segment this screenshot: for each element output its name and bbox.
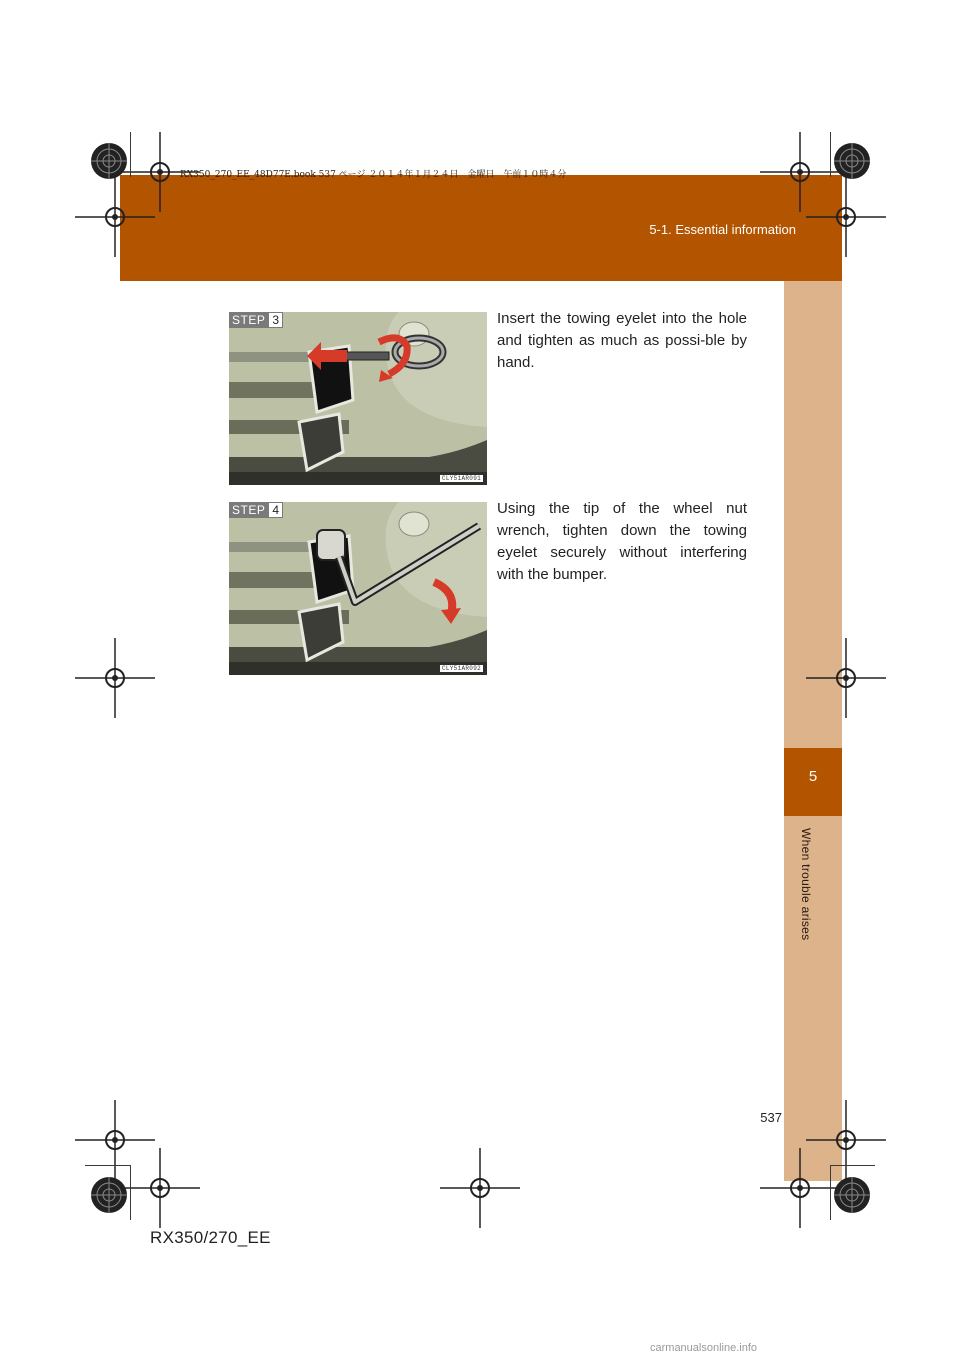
registration-mark-icon [806, 638, 886, 718]
step-3-text: Insert the towing eyelet into the hole and tighten as much as possi-ble by hand. [497, 310, 747, 371]
step-4-text: Using the tip of the wheel nut wrench, tighten down the towing eyelet securely without interfering with the bumper. [497, 500, 747, 583]
color-target-icon [90, 1176, 128, 1214]
registration-mark-icon [75, 638, 155, 718]
crop-line [830, 1165, 831, 1220]
color-target-icon [833, 1176, 871, 1214]
crop-line [830, 1165, 875, 1166]
registration-mark-icon [760, 1148, 840, 1228]
crop-line [130, 132, 131, 177]
step-word: STEP [229, 502, 268, 518]
registration-mark-icon [760, 132, 840, 212]
step-number: 3 [268, 312, 283, 328]
step-number: 4 [268, 502, 283, 518]
watermark: carmanualsonline.info [650, 1342, 758, 1354]
step-4-badge [229, 502, 283, 518]
registration-mark-icon [120, 1148, 200, 1228]
chapter-number: 5 [808, 768, 818, 785]
step-3-illustration [229, 312, 487, 485]
image-code: CLY51AR091 [441, 475, 481, 482]
step-4-illustration [229, 502, 487, 675]
section-title: 5-1. Essential information [649, 222, 796, 237]
chapter-label: When trouble arises [799, 828, 813, 941]
step-word: STEP [229, 312, 268, 328]
crop-line [130, 1165, 131, 1220]
color-target-icon [833, 142, 871, 180]
print-info-line: RX350_270_EE_48D77E.book 537 ページ ２０１４年１月２４日 金曜日 午前１０時４分 [180, 170, 567, 180]
registration-mark-icon [120, 132, 200, 212]
registration-mark-icon [440, 1148, 520, 1228]
step-3-badge [229, 312, 283, 328]
bumper-towing-eyelet-drawing [229, 312, 487, 485]
crop-line [830, 132, 831, 177]
image-code: CLY51AR092 [441, 665, 481, 672]
color-target-icon [90, 142, 128, 180]
wrench-tightening-drawing [229, 502, 487, 675]
model-code: RX350/270_EE [150, 1228, 271, 1247]
chapter-side-tab [784, 281, 842, 1181]
page-number: 537 [760, 1110, 782, 1125]
crop-line [85, 1165, 130, 1166]
